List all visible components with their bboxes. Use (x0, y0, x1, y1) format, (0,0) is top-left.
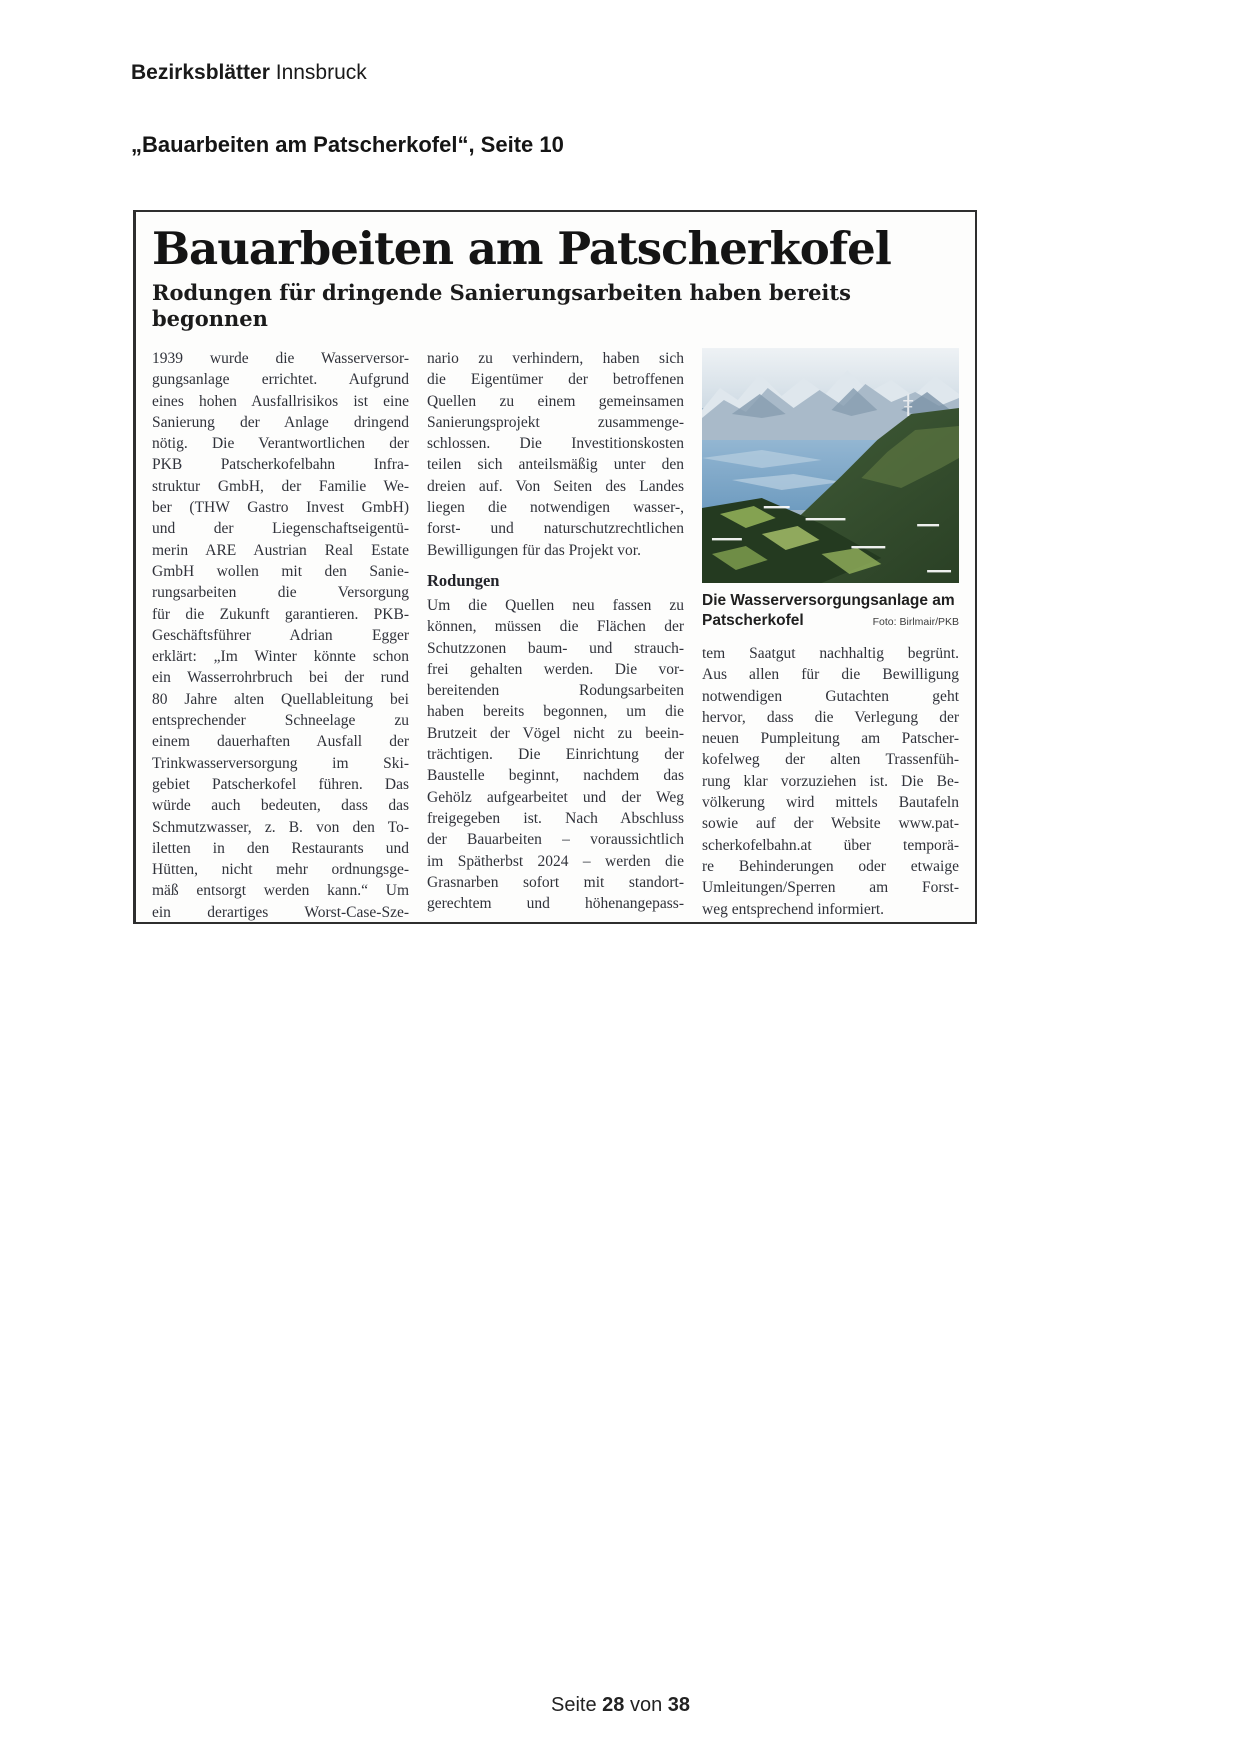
body-line: bereitenden Rodungsarbeiten (427, 682, 684, 700)
footer-total-pages: 38 (667, 1694, 691, 1716)
body-line: mäß entsorgt werden kann.“ Um (152, 882, 409, 900)
body-line: weg entsprechend informiert. (702, 900, 885, 918)
body-line: im Spätherbst 2024 – werden die (427, 852, 684, 870)
body-line: gungsanlage errichtet. Aufgrund (152, 371, 409, 389)
body-line: rung klar vorzuziehen ist. Die Be- (702, 772, 959, 790)
body-line: entsprechender Schneelage zu (152, 712, 409, 730)
clipping-title: „Bauarbeiten am Patscherkofel“, Seite 10 (131, 132, 564, 157)
article-clipping (133, 210, 977, 924)
footer-current-page: 28 (602, 1694, 625, 1716)
body-line: gebiet Patscherkofel führen. Das (152, 775, 409, 793)
body-line: Aus allen für die Bewilligung (702, 666, 959, 684)
publication-name: Bezirksblätter (131, 61, 270, 84)
body-line: Quellen zu einem gemeinsamen (427, 392, 684, 410)
body-line: einem dauerhaften Ausfall der (152, 733, 409, 751)
photo-caption-line2: Patscherkofel (702, 612, 804, 629)
photo-caption (702, 591, 959, 632)
body-line: iletten in den Restaurants und (152, 839, 409, 857)
body-line: schlossen. Die Investitionskosten (427, 435, 684, 453)
article-photo (702, 348, 959, 583)
body-line: ber (THW Gastro Invest GmbH) (152, 499, 409, 517)
body-line: Gehölz aufgearbeitet und der Weg (427, 788, 684, 806)
body-line: Schutzzonen baum- und strauch- (427, 639, 684, 657)
footer-prefix: Seite (550, 1694, 597, 1716)
body-line: merin ARE Austrian Real Estate (152, 541, 409, 559)
photo-caption-line1: Die Wasserversorgungsanlage am (702, 592, 955, 609)
body-line: liegen die notwendigen wasser-, (427, 499, 684, 517)
body-line: neuen Pumpleitung am Patscher- (702, 730, 959, 748)
publication-edition: Innsbruck (275, 61, 367, 84)
body-line: struktur GmbH, der Familie We- (152, 477, 409, 495)
body-line: völkerung wird mittels Bautafeln (702, 794, 959, 812)
body-line: frei gehalten werden. Die vor- (427, 660, 684, 678)
body-line: Baustelle beginnt, nachdem das (427, 767, 684, 785)
body-line: Sanierungsprojekt zusammenge- (427, 413, 684, 431)
body-line: scherkofelbahn.at über temporä- (702, 836, 959, 854)
body-line: können, müssen die Flächen der (427, 618, 684, 636)
body-line: würde auch bedeuten, dass das (152, 797, 409, 815)
body-line: nötig. Die Verantwortlichen der (152, 435, 409, 453)
body-line: Um die Quellen neu fassen zu (427, 596, 684, 614)
article-headline: Bauarbeiten am Patscherkofel (152, 222, 891, 275)
body-line: sowie auf der Website www.pat- (702, 815, 959, 833)
body-line: rungsarbeiten die Versorgung (152, 584, 409, 602)
body-line: tem Saatgut nachhaltig begrünt. (702, 645, 959, 662)
body-line: trächtigen. Die Einrichtung der (427, 746, 684, 764)
footer-separator: von (629, 1694, 663, 1716)
article-column-2 (427, 348, 684, 923)
body-line: forst- und naturschutzrechtlichen (427, 520, 684, 538)
body-line: die Eigentümer der betroffenen (427, 371, 684, 389)
body-line: teilen sich anteilsmäßig unter den (427, 456, 684, 474)
mountain-photo-illustration (702, 348, 959, 583)
body-line: Hütten, nicht mehr ordnungsge- (152, 861, 409, 879)
article-column-3-body (702, 643, 959, 920)
body-line: Brutzeit der Vögel nicht zu beein- (427, 724, 684, 742)
body-line: notwendigen Gutachten geht (702, 687, 959, 705)
body-line: kofelweg der alten Trassenfüh- (702, 751, 959, 769)
body-line: nario zu verhindern, haben sich (427, 350, 684, 367)
body-line: freigegeben ist. Nach Abschluss (427, 809, 684, 827)
body-line: ein Wasserrohrbruch bei der rund (152, 669, 409, 687)
body-line: eines hohen Ausfallrisikos ist eine (152, 392, 409, 410)
body-line: GmbH wollen mit den Sanie- (152, 562, 409, 580)
body-line: re Behinderungen oder etwaige (702, 857, 959, 875)
article-columns (152, 348, 959, 923)
photo-credit: Foto: Birlmair/PKB (872, 616, 959, 628)
body-line: Grasnarben sofort mit standort- (427, 873, 684, 891)
article-subheadline: Rodungen für dringende Sanierungsarbeiten haben bereits begonnen (152, 280, 851, 331)
body-line: PKB Patscherkofelbahn Infra- (152, 456, 409, 474)
body-line: ein derartiges Worst-Case-Sze- (152, 903, 409, 921)
body-line: 1939 wurde die Wasserversor- (152, 350, 409, 367)
document-header (131, 60, 367, 86)
body-line: und der Liegenschaftseigentü- (152, 520, 409, 538)
article-column-3 (702, 348, 959, 923)
body-line: erklärt: „Im Winter könnte schon (152, 648, 409, 666)
body-line: Sanierung der Anlage dringend (152, 413, 409, 431)
page-number-footer (0, 1694, 1241, 1717)
body-line: dreien auf. Von Seiten des Landes (427, 477, 684, 495)
body-line: haben bereits begonnen, um die (427, 703, 684, 721)
body-line: 80 Jahre alten Quellableitung bei (152, 690, 409, 708)
body-line: für die Zukunft garantieren. PKB- (152, 605, 409, 623)
article-column-1 (152, 348, 409, 923)
body-line: gerechtem und höhenangepass- (427, 895, 684, 913)
body-line: Geschäftsführer Adrian Egger (152, 626, 409, 644)
body-line: Umleitungen/Sperren am Forst- (702, 879, 959, 897)
body-line: hervor, dass die Verlegung der (702, 708, 959, 726)
section-subhead: Rodungen (427, 570, 500, 590)
body-line: Trinkwasserversorgung im Ski- (152, 754, 409, 772)
body-line: Bewilligungen für das Projekt vor. (427, 541, 641, 559)
body-line: Schmutzwasser, z. B. von den To- (152, 818, 409, 836)
body-line: der Bauarbeiten – voraussichtlich (427, 831, 684, 849)
